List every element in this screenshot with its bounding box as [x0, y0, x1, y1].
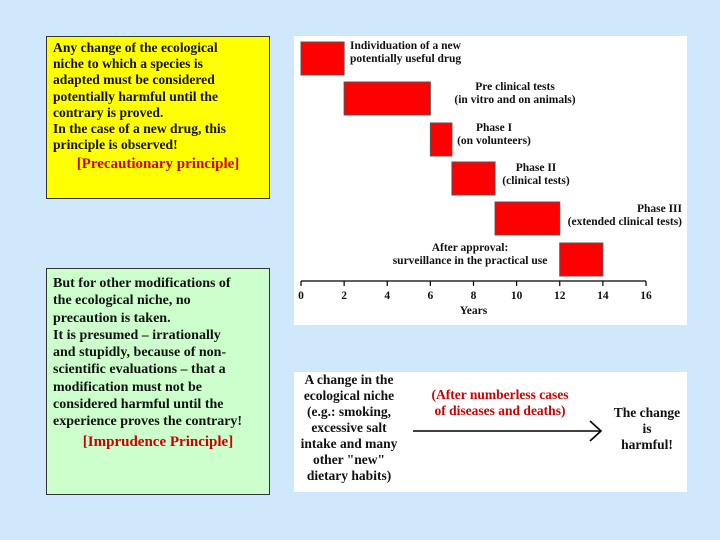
precaution-line-6: In the case of a new drug, this [53, 121, 226, 137]
x-tick-label-6: 6 [427, 290, 434, 302]
phase-label-1-line-2: potentially useful drug [350, 53, 462, 65]
x-axis-title: Years [459, 305, 488, 317]
flow-right-line-1: The change [613, 405, 681, 420]
phase-label-6-line-1: After approval: [431, 242, 509, 254]
x-tick-label-10: 10 [510, 290, 523, 302]
precautionary-principle-box [46, 36, 270, 199]
x-tick-label-14: 14 [597, 290, 609, 302]
flow-left-line-6: other "new" [312, 452, 386, 467]
x-tick-label-0: 0 [298, 290, 304, 302]
imprudence-principle-label: [Imprudence Principle] [82, 433, 234, 450]
x-tick-label-16: 16 [640, 290, 652, 302]
imprudence-principle-box [46, 268, 270, 495]
phase-label-5-line-1: Phase III [636, 203, 682, 215]
flow-middle-line-1: (After numberless cases [431, 387, 569, 402]
flow-left-line-4: excessive salt [311, 420, 387, 435]
imprudence-line-7: modification must not be [53, 379, 202, 395]
imprudence-line-8: considered harmful until the [53, 397, 224, 413]
flow-middle-line-2: of diseases and deaths) [434, 403, 566, 418]
x-tick-label-12: 12 [554, 290, 566, 302]
phase-label-3-line-1: Phase I [475, 122, 513, 134]
niche-change-flow [294, 372, 687, 492]
flow-right-line-2: is [642, 421, 652, 436]
phase-bar-6 [560, 243, 603, 276]
flow-left-line-3: (e.g.: smoking, [307, 404, 391, 419]
phase-label-3-line-2: (on volunteers) [457, 135, 531, 147]
flow-left-line-2: ecological niche [303, 388, 395, 403]
phase-label-6-line-2: surveillance in the practical use [392, 255, 548, 267]
phase-label-2-line-1: Pre clinical tests [475, 81, 555, 93]
precaution-line-3: adapted must be considered [53, 72, 215, 88]
phase-label-4-line-2: (clinical tests) [502, 175, 570, 187]
phase-bar-4 [452, 162, 495, 195]
imprudence-line-3: precaution is taken. [53, 310, 171, 326]
imprudence-line-9: experience proves the contrary! [53, 414, 243, 430]
imprudence-line-4: It is presumed – irrationally [53, 327, 221, 343]
phase-bar-2 [344, 82, 430, 115]
flow-left-line-5: intake and many [300, 436, 398, 451]
phase-bar-5 [495, 202, 560, 235]
imprudence-line-5: and stupidly, because of non- [53, 345, 227, 361]
precaution-line-5: contrary is proved. [53, 104, 164, 120]
imprudence-line-1: But for other modifications of [53, 276, 231, 291]
precaution-line-1: Any change of the ecological [53, 40, 218, 55]
flow-left-line-7: dietary habits) [306, 468, 392, 483]
flow-svg [294, 372, 687, 492]
imprudence-line-2: the ecological niche, no [53, 293, 191, 309]
x-tick-label-8: 8 [470, 290, 477, 302]
precaution-line-4: potentially harmful until the [53, 88, 219, 104]
phase-bar-1 [301, 42, 344, 75]
flow-left-line-1: A change in the [304, 372, 394, 387]
x-tick-label-2: 2 [341, 290, 347, 302]
phase-label-5-line-2: (extended clinical tests) [567, 216, 682, 228]
precautionary-principle-label: [Precautionary principle] [76, 156, 240, 173]
precaution-line-2: niche to which a species is [53, 56, 203, 72]
drug-development-timeline [294, 36, 687, 325]
timeline-svg [294, 36, 687, 325]
phase-label-4-line-1: Phase II [515, 162, 557, 174]
x-tick-label-4: 4 [384, 290, 391, 302]
phase-label-1-line-1: Individuation of a new [350, 40, 461, 52]
precaution-line-7: principle is observed! [53, 137, 178, 153]
phase-bar-3 [430, 123, 452, 156]
phase-label-2-line-2: (in vitro and on animals) [454, 94, 576, 106]
imprudence-line-6: scientific evaluations – that a [53, 362, 226, 378]
flow-right-line-3: harmful! [621, 437, 673, 452]
